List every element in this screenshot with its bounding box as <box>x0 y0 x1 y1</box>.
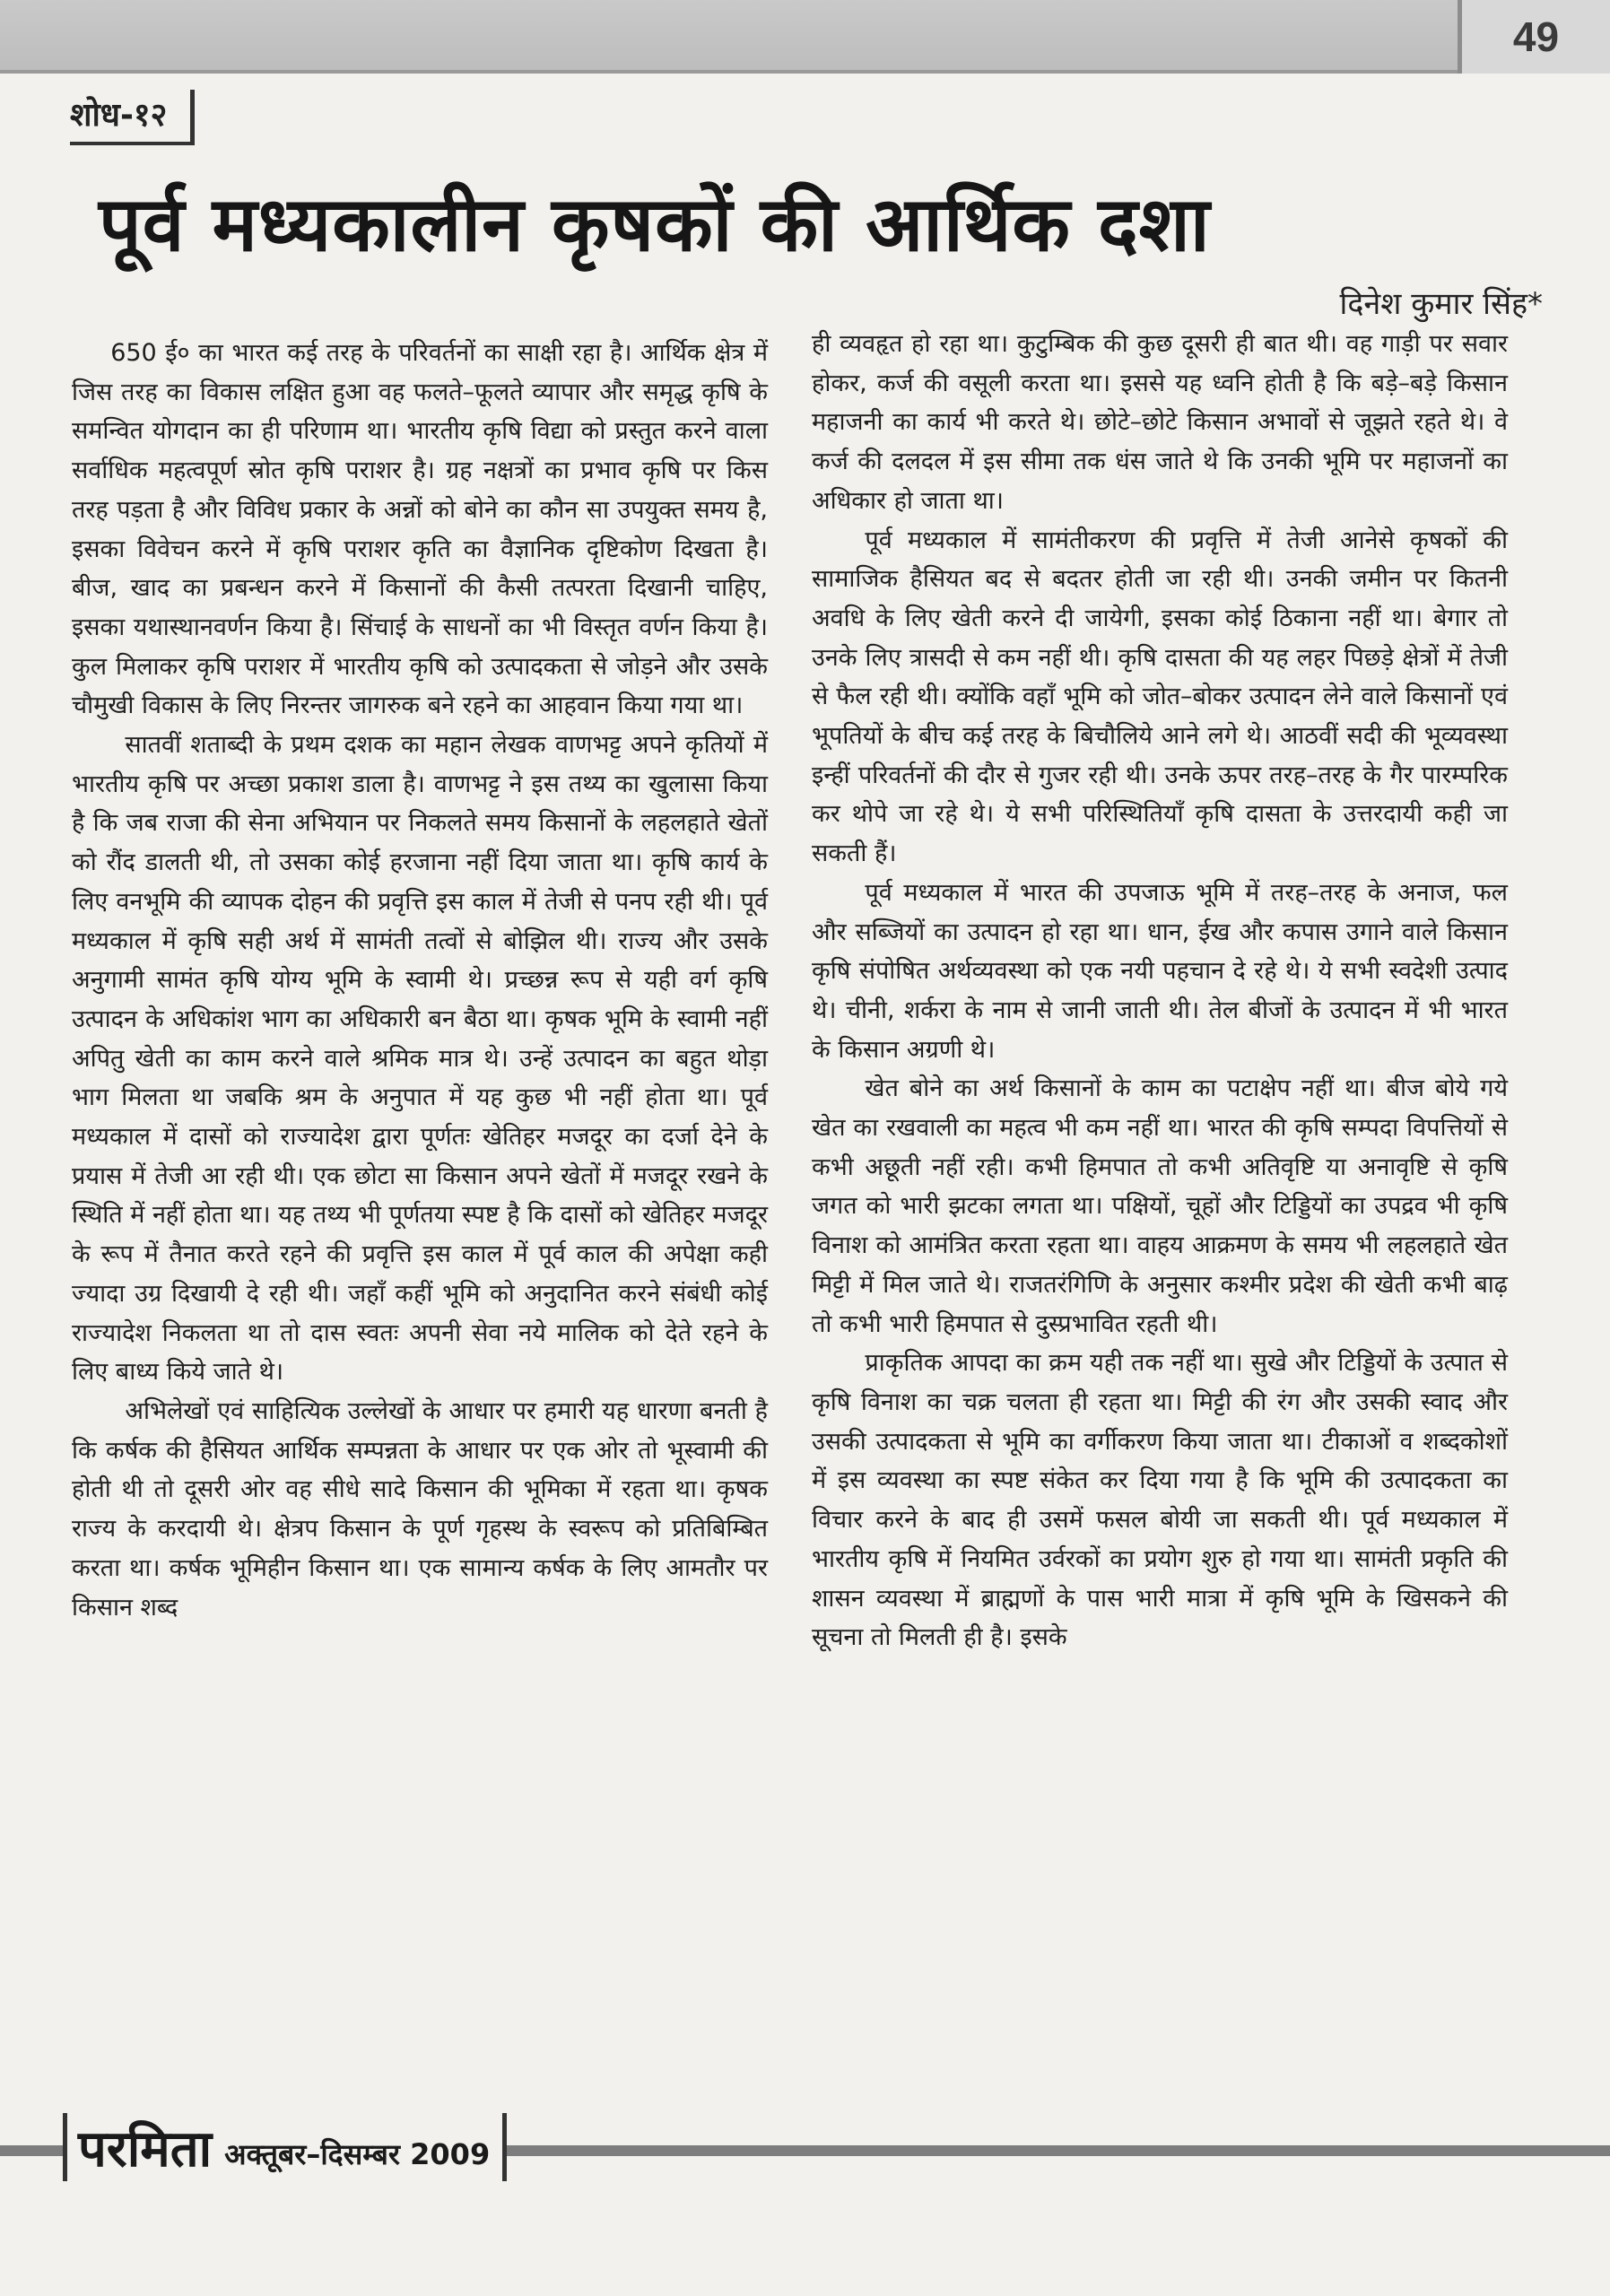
page-number-box <box>1458 0 1610 74</box>
paragraph: खेत बोने का अर्थ किसानों के काम का पटाक्षेप नहीं था। बीज बोये गये खेत का रखवाली का महत्व भी कम नहीं था। भारत की कृषि सम्पदा विपत्तियों से कभी अछूती नहीं रही। कभी हिमपात तो कभी अतिवृष्टि या अनावृष्टि से कृषि जगत को भारी झटका लगता था। पक्षियों, चूहों और टिड्डियों का उपद्रव भी कृषि विनाश को आमंत्रित करता रहता था। वाहय आक्रमण के समय भी लहलहाते खेत मिट्टी में मिल जाते थे। राजतरंगिणि के अनुसार कश्मीर प्रदेश की खेती कभी बाढ़ तो कभी भारी हिमपात से दुस्प्रभावित रहती थी। <box>812 1074 1508 1338</box>
paragraph: सातवीं शताब्दी के प्रथम दशक का महान लेखक वाणभट्ट अपने कृतियों में भारतीय कृषि पर अच्छा प्रकाश डाला है। वाणभट्ट ने इस तथ्य का खुलासा किया है कि जब राजा की सेना अभियान पर निकलते समय किसानों के लहलहाते खेतों को रौंद डालती थी, तो उसका कोई हरजाना नहीं दिया जाता था। कृषि कार्य के लिए वनभूमि की व्यापक दोहन की प्रवृत्ति इस काल में तेजी से पनप रही थी। पूर्व मध्यकाल में कृषि सही अर्थ में सामंती तत्वों से बोझिल थी। राज्य और उसके अनुगामी सामंत कृषि योग्य भूमि के स्वामी थे। प्रच्छन्न रूप से यही वर्ग कृषि उत्पादन के अधिकांश भाग का अधिकारी बन बैठा था। कृषक भूमि के स्वामी नहीं अपितु खेती का काम करने वाले श्रमिक मात्र थे। उन्हें उत्पादन का बहुत थोड़ा भाग मिलता था जबकि श्रम के अनुपात में यह कुछ भी नहीं होता था। पूर्व मध्यकाल में दासों को राज्यादेश द्वारा पूर्णतः खेतिहर मजदूर का दर्जा देने के प्रयास में तेजी आ रही थी। एक छोटा सा किसान अपने खेतों में मजदूर रखने के स्थिति में नहीं होता था। यह तथ्य भी पूर्णतया स्पष्ट है कि दासों को खेतिहर मजदूर के रूप में तैनात करते रहने की प्रवृत्ति इस काल में पूर्व काल की अपेक्षा कही ज्यादा उग्र दिखायी दे रही थी। जहाँ कहीं भूमि को अनुदानित करने संबंधी कोई राज्यादेश निकलता था तो दास स्वतः अपनी सेवा नये मालिक को देते रहने के लिए बाध्य किये जाते थे। <box>72 731 768 1387</box>
article-title: पूर्व मध्यकालीन कृषकों की आर्थिक दशा <box>99 180 1211 268</box>
paragraph: पूर्व मध्यकाल में भारत की उपजाऊ भूमि में तरह–तरह के अनाज, फल और सब्जियों का उत्पादन हो रहा था। धान, ईख और कपास उगाने वाले किसान कृषि संपोषित अर्थव्यवस्था को एक नयी पहचान दे रहे थे। ये सभी स्वदेशी उत्पाद थे। चीनी, शर्करा के नाम से जानी जाती थी। तेल बीजों के उत्पादन में भी भारत के किसान अग्रणी थे। <box>812 878 1508 1064</box>
paragraph: प्राकृतिक आपदा का क्रम यही तक नहीं था। सुखे और टिड्डियों के उत्पात से कृषि विनाश का चक्र चलता ही रहता था। मिट्टी की रंग और उसकी स्वाद और उसकी उत्पादकता से भूमि का वर्गीकरण किया जाता था। टीकाओं व शब्दकोशों में इस व्यवस्था का स्पष्ट संकेत कर दिया गया है कि भूमि की उत्पादकता का विचार करने के बाद ही उसमें फसल बोयी जा सकती थी। पूर्व मध्यकाल में भारतीय कृषि में नियमित उर्वरकों का प्रयोग शुरु हो गया था। सामंती प्रकृति की शासन व्यवस्था में ब्राह्मणों के पास भारी मात्रा में कृषि भूमि के खिसकने की सूचना तो मिलती ही है। इसके <box>812 1349 1508 1652</box>
footer <box>63 2113 507 2181</box>
header-bar <box>0 0 1610 74</box>
section-label: शोध-१२ <box>70 90 195 145</box>
page-number: 49 <box>1512 13 1560 60</box>
right-column <box>812 325 1508 1657</box>
paragraph: ही व्यवहृत हो रहा था। कुटुम्बिक की कुछ दूसरी ही बात थी। वह गाड़ी पर सवार होकर, कर्ज की वसूली करता था। इससे यह ध्वनि होती है कि बड़े–बड़े किसान महाजनी का कार्य भी करते थे। छोटे–छोटे किसान अभावों से जूझते रहते थे। वे कर्ज की दलदल में इस सीमा तक धंस जाते थे कि उनकी भूमि पर महाजनों का अधिकार हो जाता था। <box>812 330 1509 515</box>
magazine-name: परमिता <box>78 2120 213 2179</box>
paragraph: अभिलेखों एवं साहित्यिक उल्लेखों के आधार पर हमारी यह धारणा बनती है कि कर्षक की हैसियत आर्थिक सम्पन्नता के आधार पर एक ओर तो भूस्वामी की होती थी तो दूसरी ओर वह सीधे सादे किसान की भूमिका में रहता था। कृषक राज्य के करदायी थे। क्षेत्रप किसान के पूर्ण गृहस्थ के स्वरूप को प्रतिबिम्बित करता था। कर्षक भूमिहीन किसान था। एक सामान्य कर्षक के लिए आमतौर पर किसान शब्द <box>72 1396 768 1622</box>
paragraph: पूर्व मध्यकाल में सामंतीकरण की प्रवृत्ति में तेजी आनेसे कृषकों की सामाजिक हैसियत बद से बदतर होती जा रही थी। उनकी जमीन पर कितनी अवधि के लिए खेती करने दी जायेगी, इसका कोई ठिकाना नहीं था। बेगार तो उनके लिए त्रासदी से कम नहीं थी। कृषि दासता की यह लहर पिछड़े क्षेत्रों में तेजी से फैल रही थी। क्योंकि वहाँ भूमि को जोत–बोकर उत्पादन लेने वाले किसानों एवं भूपतियों के बीच कई तरह के बिचौलिये आने लगे थे। आठवीं सदी की भूव्यवस्था इन्हीं परिवर्तनों की दौर से गुजर रही थी। उनके ऊपर तरह–तरह के गैर पारम्परिक कर थोपे जा रहे थे। ये सभी परिस्थितियाँ कृषि दासता के उत्तरदायी कही जा सकती हैं। <box>812 526 1508 868</box>
author-name: दिनेश कुमार सिंह* <box>1339 286 1543 322</box>
issue-date: अक्तूबर–दिसम्बर 2009 <box>224 2136 491 2171</box>
paragraph: 650 ई० का भारत कई तरह के परिवर्तनों का साक्षी रहा है। आर्थिक क्षेत्र में जिस तरह का विकास लक्षित हुआ वह फलते–फूलते व्यापार और समृद्ध कृषि के समन्वित योगदान का ही परिणाम था। भारतीय कृषि विद्या को प्रस्तुत करने वाला सर्वाधिक महत्वपूर्ण स्रोत कृषि पराशर है। ग्रह नक्षत्रों का प्रभाव कृषि पर किस तरह पड़ता है और विविध प्रकार के अन्नों को बोने का कौन सा उपयुक्त समय है, इसका विवेचन करने में कृषि पराशर कृति का वैज्ञानिक दृष्टिकोण दिखता है। बीज, खाद का प्रबन्धन करने में किसानों की कैसी तत्परता दिखानी चाहिए, इसका यथास्थानवर्णन किया है। सिंचाई के साधनों का भी विस्तृत वर्णन किया है। कुल मिलाकर कृषि पराशर में भारतीय कृषि को उत्पादकता से जोड़ने और उसके चौमुखी विकास के लिए निरन्तर जागरुक बने रहने का आहवान किया गया था। <box>72 339 768 720</box>
left-column <box>72 334 768 1627</box>
